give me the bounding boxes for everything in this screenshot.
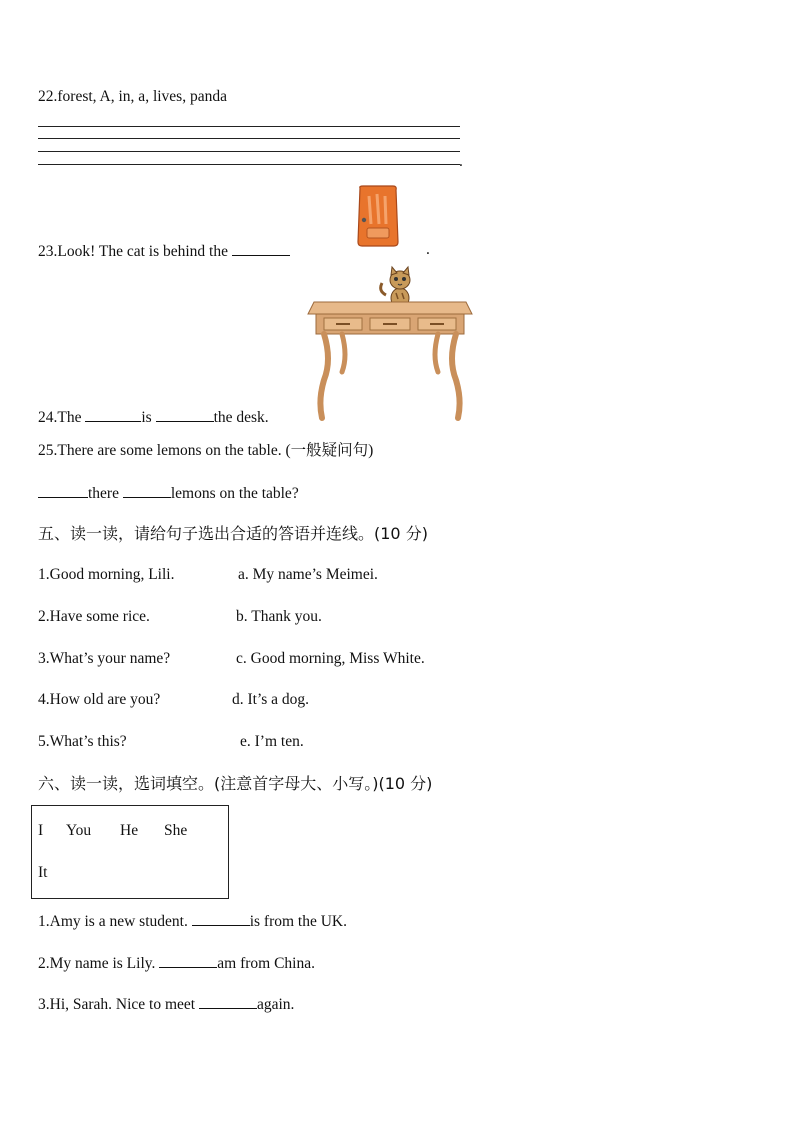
answer-line-2[interactable] bbox=[38, 138, 460, 139]
section5-heading: 五、读一读，请给句子选出合适的答语并连线。(10 分) bbox=[38, 524, 428, 543]
word-bank-box bbox=[31, 805, 229, 899]
match-right-e: e. I’m ten. bbox=[240, 733, 304, 750]
fill-item-2-pre: 2.My name is Lily. bbox=[38, 955, 156, 972]
word-bank-word-3: He bbox=[120, 822, 139, 839]
answer-line-3[interactable] bbox=[38, 151, 460, 152]
match-right-b: b. Thank you. bbox=[236, 608, 322, 625]
fill-item-1 bbox=[38, 911, 347, 931]
match-right-a: a. My name’s Meimei. bbox=[238, 566, 378, 583]
word-bank-word-1: I bbox=[38, 822, 44, 839]
q25-label: 25.There are some lemons on the table. (一般疑问句) bbox=[38, 442, 374, 459]
match-left-4: 4.How old are you? bbox=[38, 691, 161, 708]
answer-line-1[interactable] bbox=[38, 126, 460, 127]
q23-end-mark: . bbox=[426, 241, 430, 258]
q24-blank-1[interactable] bbox=[85, 407, 141, 422]
match-left-3: 3.What’s your name? bbox=[38, 650, 171, 667]
q22-end-mark: . bbox=[459, 153, 463, 170]
q22-label: 22.forest, A, in, a, lives, panda bbox=[38, 88, 227, 105]
q24-part1: 24.The bbox=[38, 409, 82, 426]
word-bank-word-5: It bbox=[38, 864, 48, 881]
fill-item-1-pre: 1.Amy is a new student. bbox=[38, 913, 188, 930]
word-bank-word-4: She bbox=[164, 822, 188, 839]
fill-item-3-blank[interactable] bbox=[199, 994, 257, 1009]
door-icon bbox=[355, 184, 401, 250]
fill-item-2 bbox=[38, 953, 315, 973]
fill-item-2-post: am from China. bbox=[217, 955, 315, 972]
fill-item-2-blank[interactable] bbox=[159, 953, 217, 968]
q25-answer-line bbox=[38, 483, 299, 503]
match-left-1: 1.Good morning, Lili. bbox=[38, 566, 175, 583]
desk-icon bbox=[306, 300, 474, 422]
q25-blank-1[interactable] bbox=[38, 483, 88, 498]
q24-text bbox=[38, 407, 269, 427]
fill-item-1-post: is from the UK. bbox=[249, 913, 347, 930]
answer-line-4[interactable] bbox=[38, 164, 460, 165]
q23-blank[interactable] bbox=[232, 241, 290, 256]
q24-part2: is bbox=[141, 409, 152, 426]
match-left-2: 2.Have some rice. bbox=[38, 608, 150, 625]
fill-item-3 bbox=[38, 994, 294, 1014]
q23-text bbox=[38, 241, 290, 261]
q25-tail: lemons on the table? bbox=[170, 485, 299, 502]
match-left-5: 5.What’s this? bbox=[38, 733, 127, 750]
q24-blank-2[interactable] bbox=[156, 407, 214, 422]
fill-item-3-pre: 3.Hi, Sarah. Nice to meet bbox=[38, 996, 196, 1013]
q24-part3: the desk. bbox=[213, 409, 269, 426]
section6-heading: 六、读一读，选词填空。(注意首字母大、小写。)(10 分) bbox=[38, 774, 433, 793]
fill-item-3-post: again. bbox=[256, 996, 295, 1013]
match-right-c: c. Good morning, Miss White. bbox=[236, 650, 425, 667]
q25-mid: there bbox=[88, 485, 119, 502]
q23-prefix: 23.Look! The cat is behind the bbox=[38, 243, 228, 260]
word-bank-word-2: You bbox=[66, 822, 92, 839]
fill-item-1-blank[interactable] bbox=[192, 911, 250, 926]
q25-blank-2[interactable] bbox=[123, 483, 171, 498]
match-right-d: d. It’s a dog. bbox=[232, 691, 310, 708]
